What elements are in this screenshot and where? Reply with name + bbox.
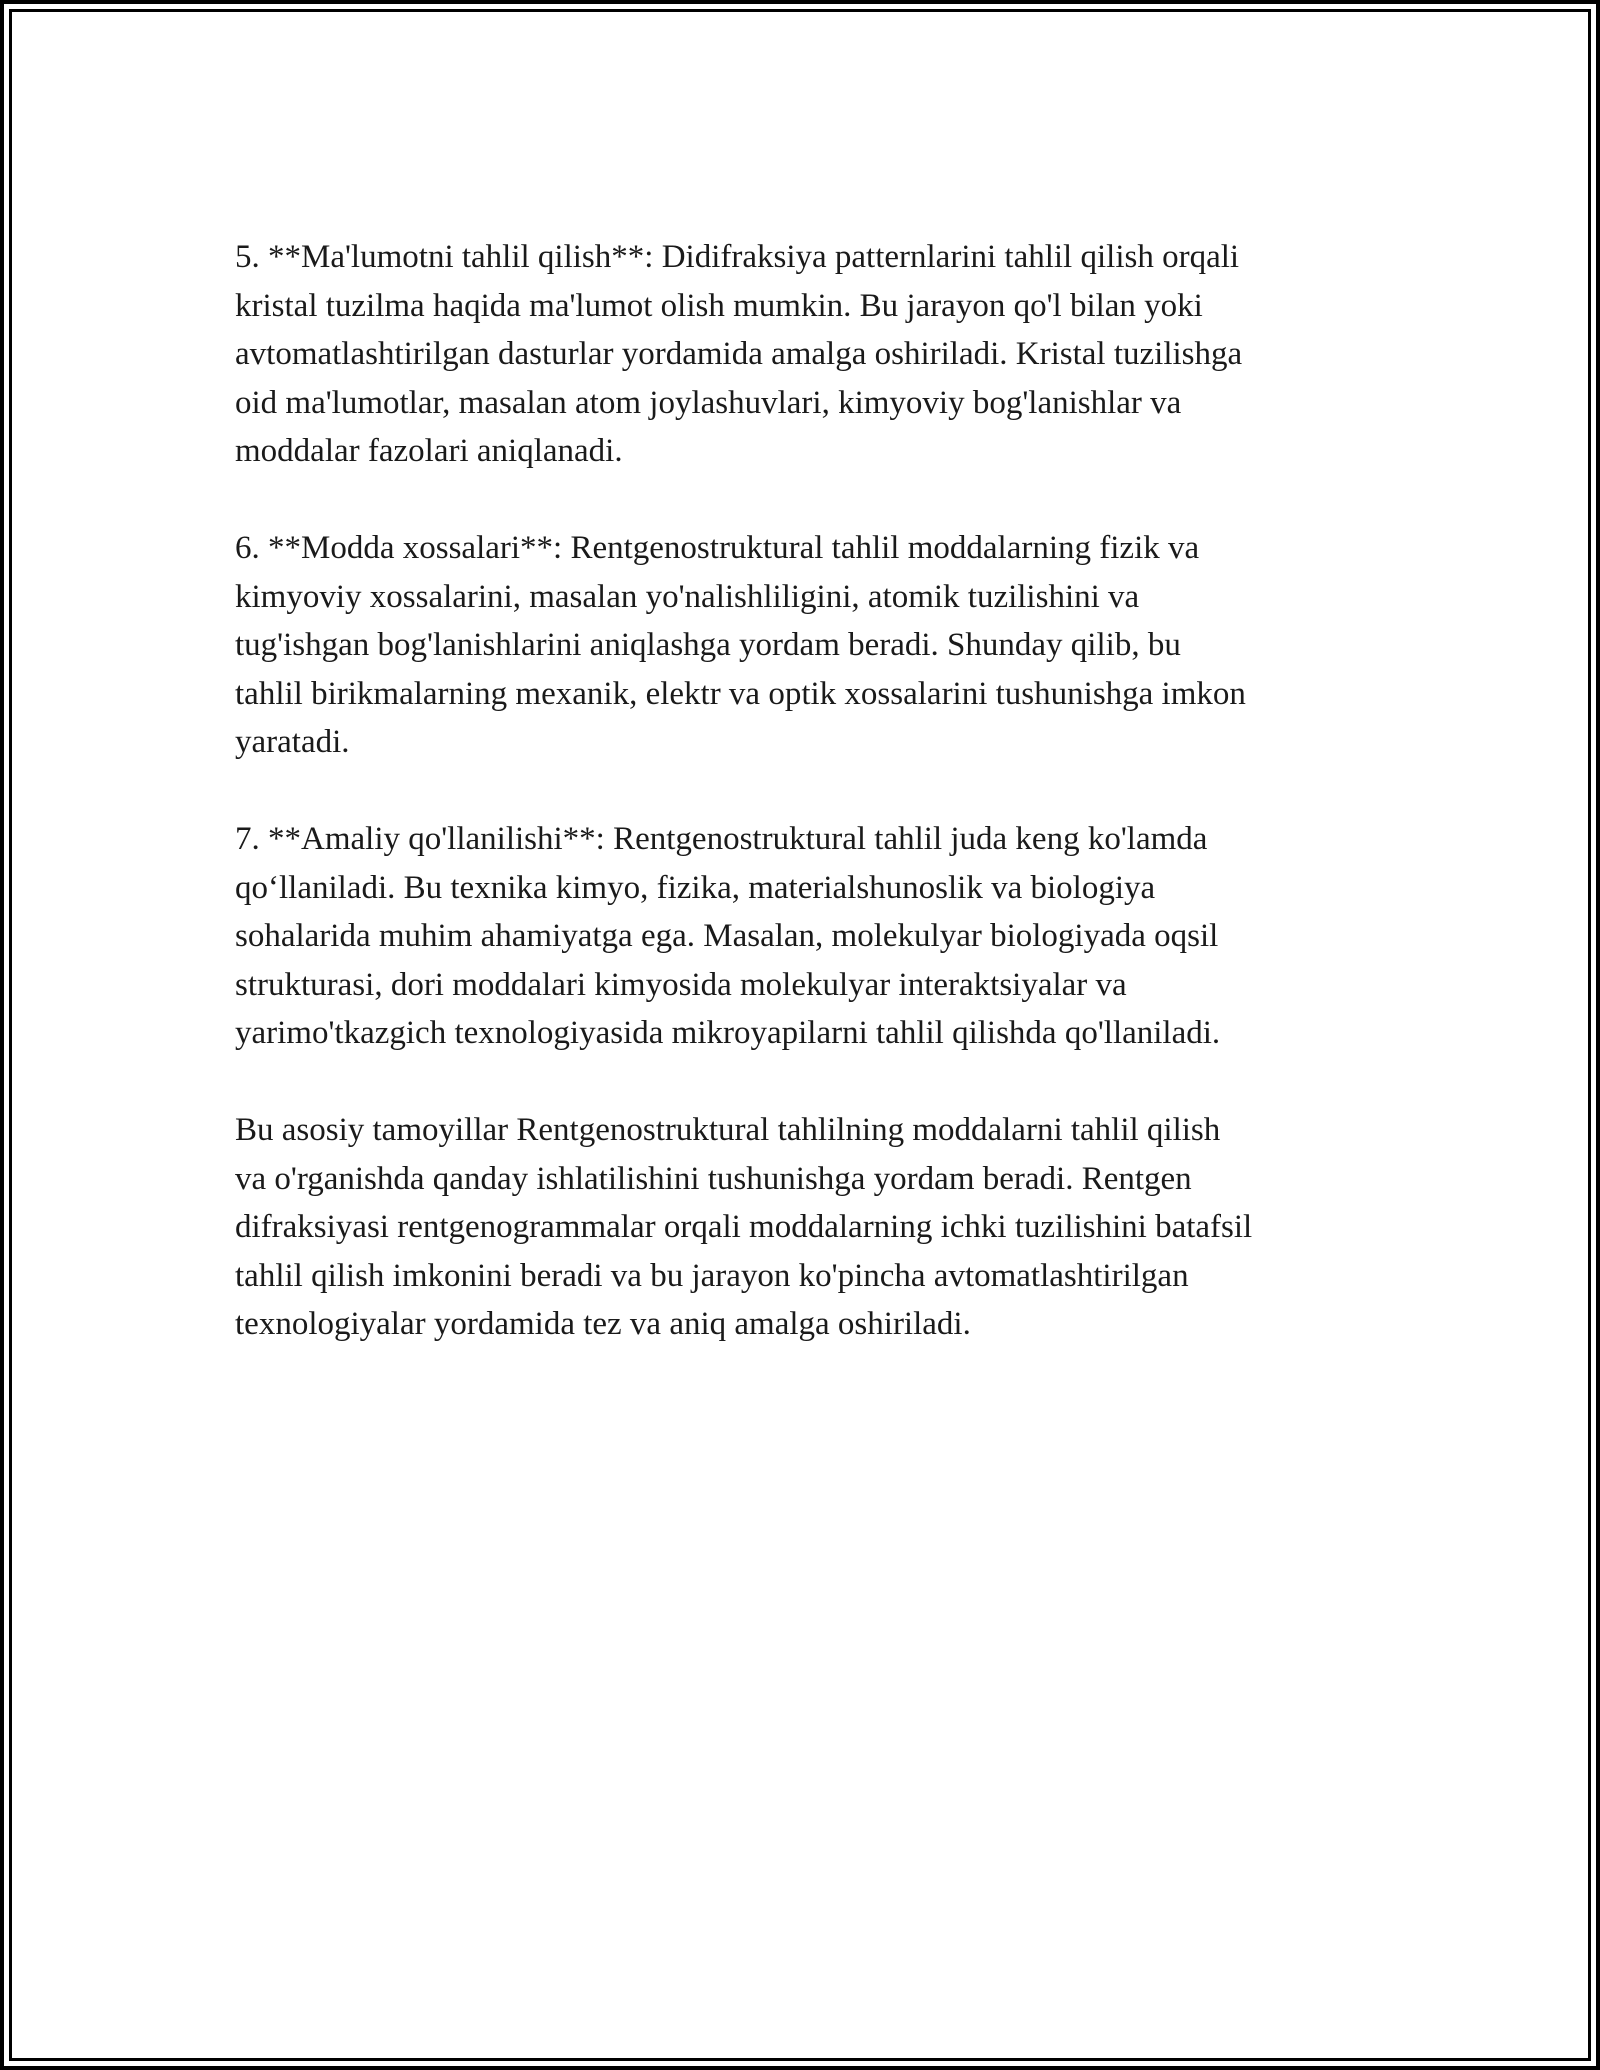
text-line: tug'ishgan bog'lanishlarini aniqlashga yordam beradi. Shunday qilib, bu (235, 627, 1181, 663)
text-line: kimyoviy xossalarini, masalan yo'nalishliligini, atomik tuzilishini va (235, 578, 1140, 615)
text-line: kristal tuzilma haqida ma'lumot olish mumkin. Bu jarayon qo'l bilan yoki (235, 287, 1203, 324)
text-line: 5. **Ma'lumotni tahlil qilish**: Didifraksiya patternlarini tahlil qilish orqali (235, 239, 1240, 275)
text-line: oid ma'lumotlar, masalan atom joylashuvlari, kimyoviy bog'lanishlar va (235, 384, 1182, 421)
text-line: strukturasi, dori moddalari kimyosida molekulyar interaktsiyalar va (235, 966, 1127, 1003)
paragraph-conclusion (235, 1106, 1385, 1349)
paragraph-practical-applications (235, 815, 1385, 1058)
text-line: va o'rganishda qanday ishlatilishini tushunishga yordam beradi. Rentgen (235, 1160, 1192, 1197)
text-line: yarimo'tkazgich texnologiyasida mikroyapilarni tahlil qilishda qo'llaniladi. (235, 1015, 1221, 1051)
text-line: 7. **Amaliy qo'llanilishi**: Rentgenostruktural tahlil juda keng ko'lamda (235, 821, 1208, 857)
paragraph-material-properties (235, 524, 1385, 767)
text-line: yaratadi. (235, 724, 350, 760)
text-line: moddalar fazolari aniqlanadi. (235, 433, 623, 469)
text-line: tahlil birikmalarning mexanik, elektr va optik xossalarini tushunishga imkon (235, 675, 1246, 712)
text-line: tahlil qilish imkonini beradi va bu jarayon ko'pincha avtomatlashtirilgan (235, 1257, 1189, 1294)
text-line: 6. **Modda xossalari**: Rentgenostruktural tahlil moddalarning fizik va (235, 530, 1200, 566)
text-line: difraksiyasi rentgenogrammalar orqali moddalarning ichki tuzilishini batafsil (235, 1209, 1253, 1245)
text-line: avtomatlashtirilgan dasturlar yordamida amalga oshiriladi. Kristal tuzilishga (235, 336, 1243, 372)
text-line: qo‘llaniladi. Bu texnika kimyo, fizika, materialshunoslik va biologiya (235, 869, 1156, 906)
paragraph-data-analysis (235, 233, 1385, 476)
text-line: Bu asosiy tamoyillar Rentgenostruktural tahlilning moddalarni tahlil qilish (235, 1112, 1221, 1148)
text-line: texnologiyalar yordamida tez va aniq amalga oshiriladi. (235, 1306, 971, 1342)
document-body (235, 233, 1385, 1397)
text-line: sohalarida muhim ahamiyatga ega. Masalan, molekulyar biologiyada oqsil (235, 918, 1219, 954)
